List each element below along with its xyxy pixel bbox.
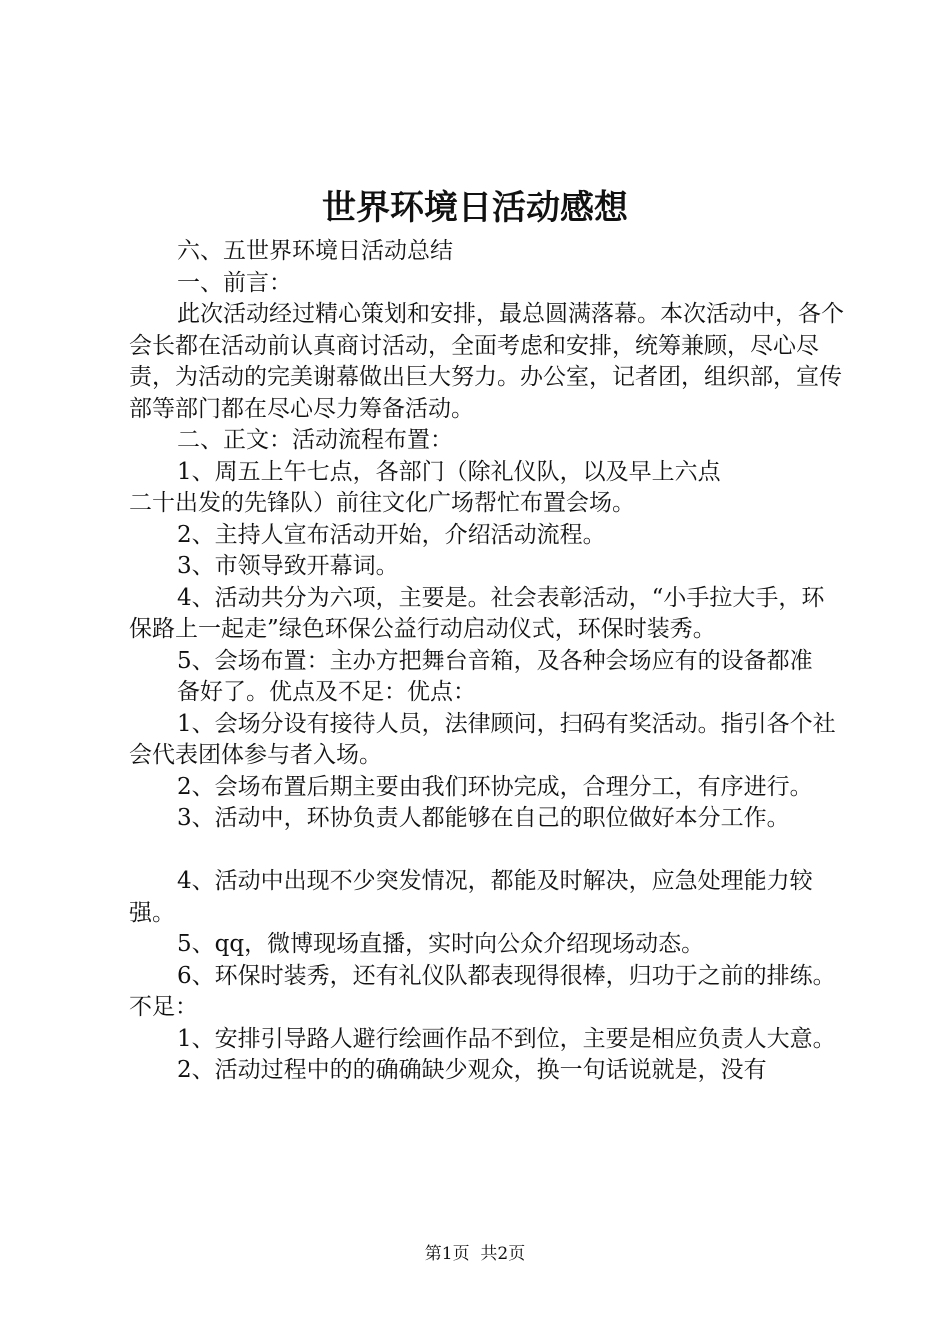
page-number: 第1页 [424, 1244, 470, 1264]
paragraph: 6、环保时装秀，还有礼仪队都表现得很棒，归功于之前的排练。不足： [129, 962, 836, 1020]
paragraph: 此次活动经过精心策划和安排，最总圆满落幕。本次活动中，各个会长都在活动前认真商讨活动，全面考虑和安排，统筹兼顾，尽心尽责，为活动的完美谢幕做出巨大努力。办公室，记者团，组织部，宣传部等部门都在尽心尽力筹备活动。 [129, 301, 844, 422]
page-footer [0, 1242, 950, 1266]
paragraph: 5、会场布置：主办方把舞台音箱，及各种会场应有的设备都准 [177, 647, 813, 674]
paragraph: 4、活动共分为六项，主要是。社会表彰活动，“小手拉大手，环保路上一起走”绿色环保公益行动启动仪式，环保时装秀。 [129, 584, 825, 642]
paragraph: 3、活动中，环协负责人都能够在自己的职位做好本分工作。 [177, 805, 790, 831]
paragraph: 1、安排引导路人避行绘画作品不到位，主要是相应负责人大意。 [177, 1025, 836, 1052]
paragraph: 4、活动中出现不少突发情况，都能及时解决，应急处理能力较强。 [129, 868, 813, 926]
document-title: 世界环境日活动感想 [322, 188, 628, 228]
paragraph: 二、正文：活动流程布置： [177, 427, 453, 453]
paragraph: 一、前言： [177, 269, 292, 296]
paragraph: 1、会场分设有接待人员，法律顾问，扫码有奖活动。指引各个社会代表团体参与者入场。 [129, 710, 836, 768]
paragraph: 六、五世界环境日活动总结 [177, 238, 453, 264]
paragraph: 5、qq，微博现场直播，实时向公众介绍现场动态。 [177, 931, 705, 957]
paragraph: 2、会场布置后期主要由我们环协完成，合理分工，有序进行。 [177, 773, 813, 800]
paragraph: 3、市领导致开幕词。 [177, 553, 399, 579]
paragraph: 2、主持人宣布活动开始，介绍活动流程。 [177, 521, 606, 548]
paragraph: 2、活动过程中的的确确缺少观众，换一句话说就是，没有 [177, 1057, 767, 1083]
paragraph: 1、周五上午七点，各部门（除礼仪队，以及早上六点 [177, 458, 721, 485]
paragraph: 二十出发的先锋队）前往文化广场帮忙布置会场。 [129, 490, 635, 516]
document-body [129, 236, 844, 1087]
page-total: 共2页 [480, 1244, 526, 1264]
paragraph: 备好了。优点及不足：优点： [177, 679, 476, 705]
